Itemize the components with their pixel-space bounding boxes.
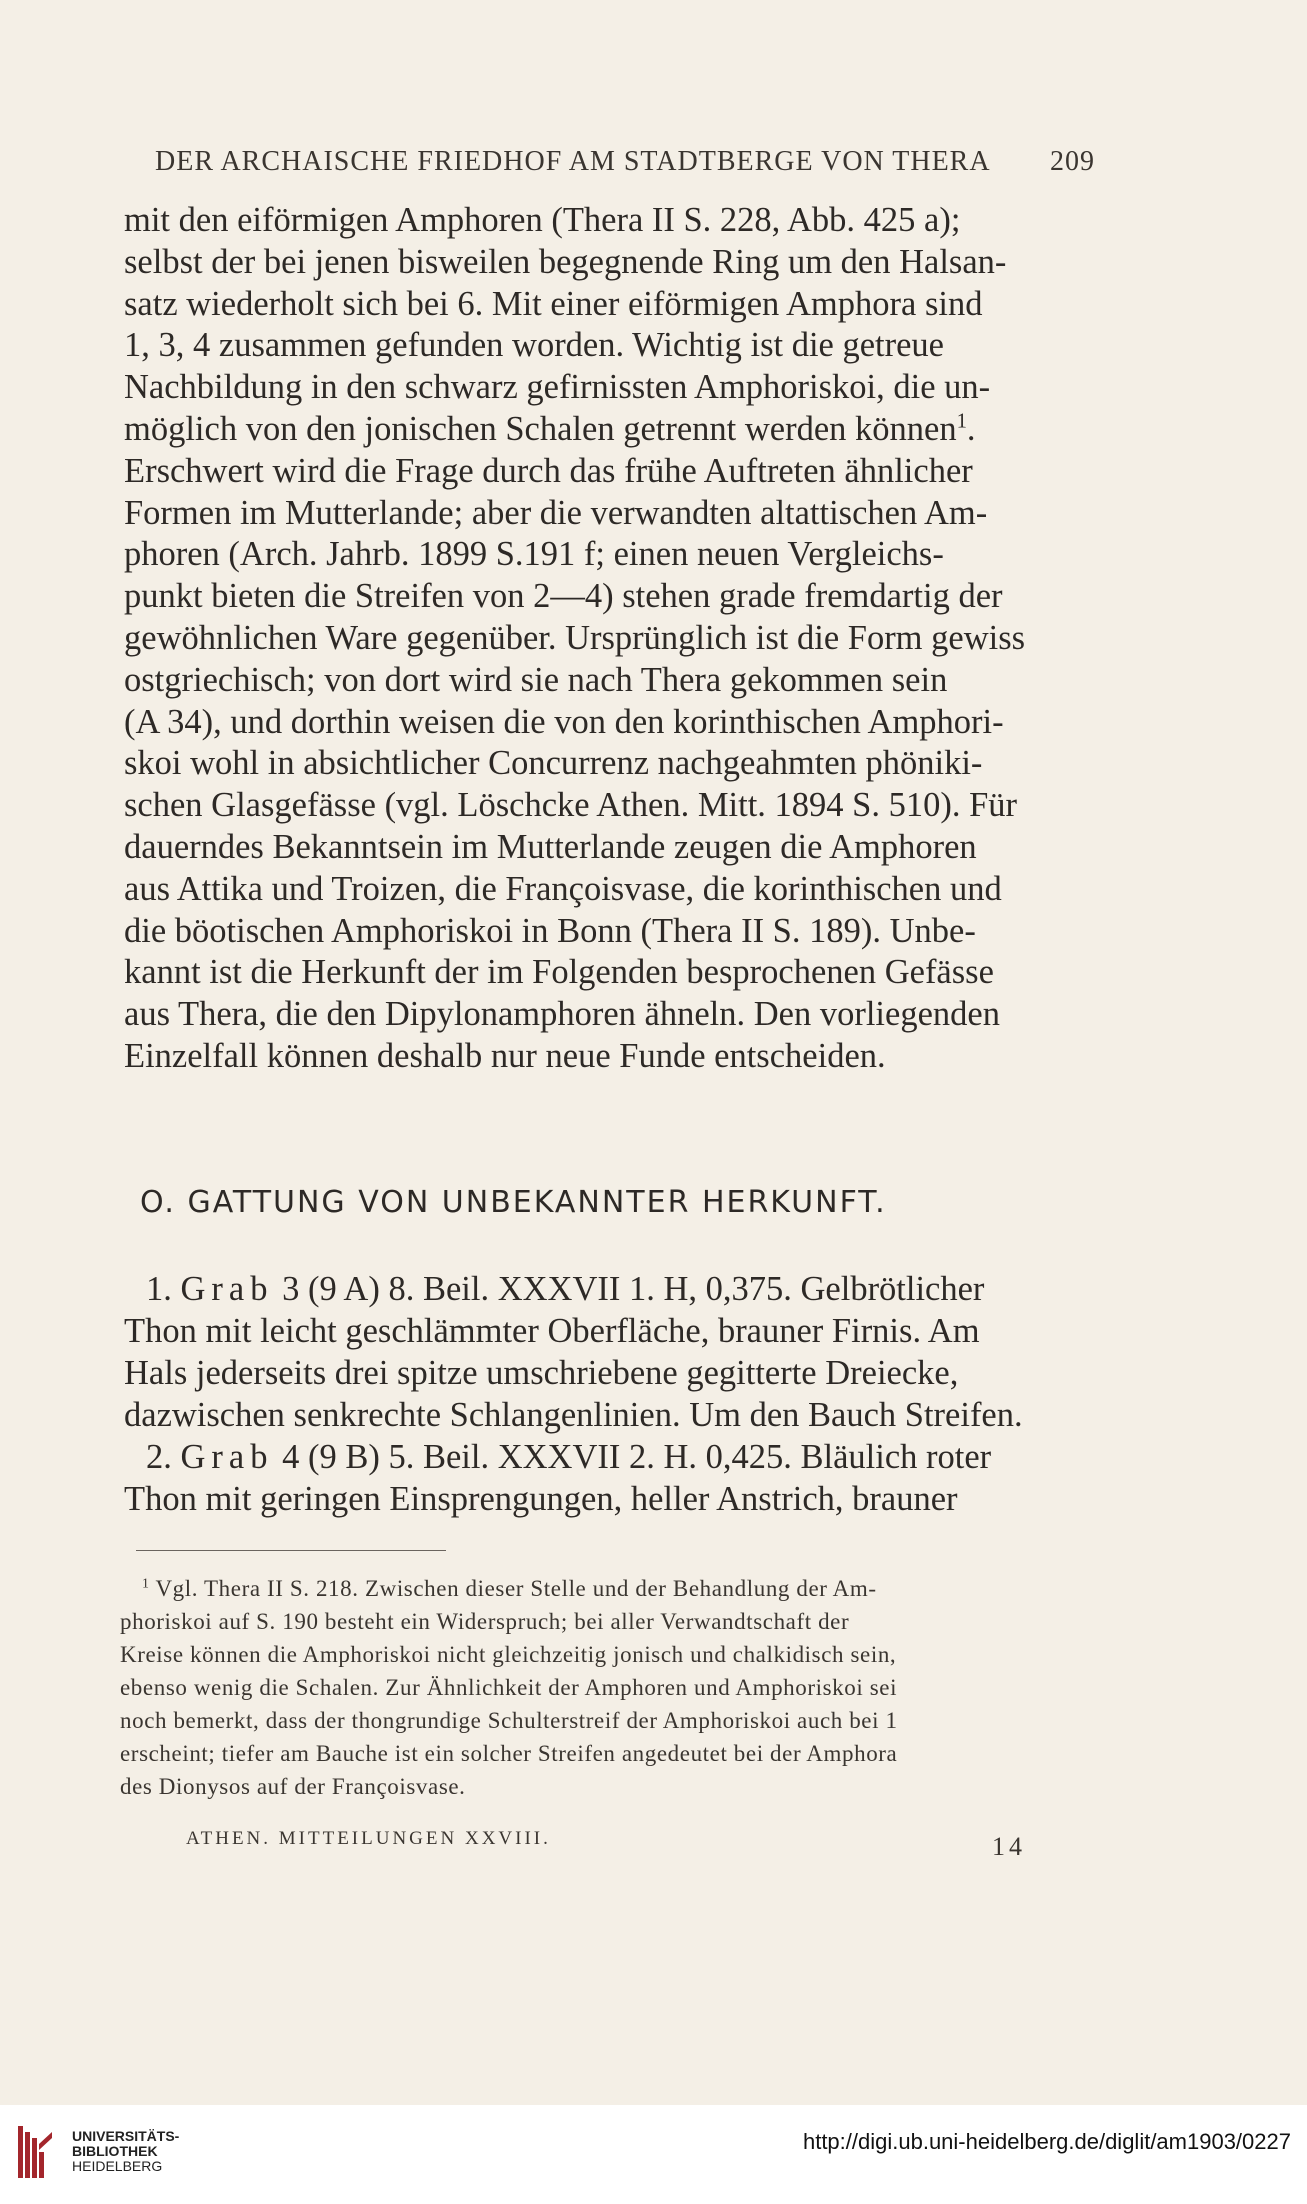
text-line: kannt ist die Herkunft der im Folgenden besprochenen Gefässe bbox=[124, 953, 994, 992]
entry-text: 3 (9 A) 8. Beil. XXXVII 1. H, 0,375. Gelbrötlicher bbox=[282, 1270, 985, 1308]
footnote-reference: 1 bbox=[956, 410, 967, 433]
library-name-line: UNIVERSITÄTS- bbox=[72, 2128, 180, 2144]
entry-text: 4 (9 B) 5. Beil. XXXVII 2. H. 0,425. Bläulich roter bbox=[282, 1438, 992, 1476]
grab-label: Grab bbox=[180, 1438, 274, 1476]
footnotes bbox=[120, 1572, 1088, 1803]
text-line: Nachbildung in den schwarz gefirnissten Amphoriskoi, die un- bbox=[124, 368, 991, 407]
footnote-line: Kreise können die Amphoriskoi nicht gleichzeitig jonisch und chalkidisch sein, bbox=[120, 1642, 897, 1667]
footnote-line: des Dionysos auf der Françoisvase. bbox=[120, 1774, 466, 1799]
text-line-part: . bbox=[966, 409, 976, 448]
text-line: (A 34), und dorthin weisen die von den korinthischen Amphori- bbox=[124, 702, 1004, 741]
sheet-number: 14 bbox=[992, 1832, 1026, 1861]
catalog-entry-1-line: Hals jederseits drei spitze umschriebene gegitterte Dreiecke, bbox=[124, 1354, 959, 1392]
catalog-entries bbox=[124, 1268, 1090, 1520]
library-name-line: HEIDELBERG bbox=[72, 2158, 163, 2174]
library-name-line: BIBLIOTHEK bbox=[72, 2143, 158, 2159]
text-line: die böotischen Amphoriskoi in Bonn (Thera II S. 189). Unbe- bbox=[124, 911, 976, 950]
library-logo-icon bbox=[16, 2122, 56, 2182]
footnote-line: phoriskoi auf S. 190 besteht ein Widerspruch; bei aller Verwandtschaft der bbox=[120, 1609, 850, 1634]
footnote-divider bbox=[136, 1550, 446, 1551]
footnote-line: ebenso wenig die Schalen. Zur Ähnlichkeit der Amphoren und Amphoriskoi sei bbox=[120, 1675, 898, 1700]
catalog-entry-2-line bbox=[124, 1436, 1090, 1478]
text-line: dauerndes Bekanntsein im Mutterlande zeugen die Amphoren bbox=[124, 827, 977, 866]
text-line: gewöhnlichen Ware gegenüber. Ursprünglich ist die Form gewiss bbox=[124, 618, 1026, 657]
journal-signature: ATHEN. MITTEILUNGEN XXVIII. bbox=[186, 1828, 551, 1849]
text-line: schen Glasgefässe (vgl. Löschcke Athen. Mitt. 1894 S. 510). Für bbox=[124, 786, 1018, 825]
permalink-url[interactable]: http://digi.ub.uni-heidelberg.de/diglit/am1903/0227 bbox=[802, 2129, 1291, 2154]
text-line: aus Thera, die den Dipylonamphoren ähneln. Den vorliegenden bbox=[124, 995, 1000, 1034]
entry-number: 2. bbox=[146, 1438, 172, 1476]
text-line: Formen im Mutterlande; aber die verwandten altattischen Am- bbox=[124, 493, 988, 532]
footnote-line: noch bemerkt, dass der thongrundige Schulterstreif der Amphoriskoi auch bei 1 bbox=[120, 1708, 898, 1733]
running-head bbox=[155, 146, 1095, 178]
catalog-entry-1-line bbox=[124, 1268, 1090, 1310]
text-line: ostgriechisch; von dort wird sie nach Thera gekommen sein bbox=[124, 660, 948, 699]
footnote-text: Vgl. Thera II S. 218. Zwischen dieser Stelle und der Behandlung der Am- bbox=[155, 1576, 877, 1601]
entry-number: 1. bbox=[146, 1270, 172, 1308]
running-head-title: DER ARCHAISCHE FRIEDHOF AM STADTBERGE VON THERA bbox=[155, 146, 991, 177]
footnote-line bbox=[120, 1572, 1088, 1605]
catalog-entry-1-line: dazwischen senkrechte Schlangenlinien. Um den Bauch Streifen. bbox=[124, 1396, 1023, 1434]
grab-label: Grab bbox=[180, 1270, 274, 1308]
text-line: selbst der bei jenen bisweilen begegnende Ring um den Halsan- bbox=[124, 242, 1007, 281]
library-name bbox=[72, 2129, 179, 2174]
footnote-line: erscheint; tiefer am Bauche ist ein solcher Streifen angedeutet bei der Amphora bbox=[120, 1741, 898, 1766]
page-number: 209 bbox=[1050, 146, 1095, 177]
text-line: satz wiederholt sich bei 6. Mit einer eiförmigen Amphora sind bbox=[124, 284, 983, 323]
text-line: mit den eiförmigen Amphoren (Thera II S. 228, Abb. 425 a); bbox=[124, 201, 961, 239]
text-line: Erschwert wird die Frage durch das frühe Auftreten ähnlicher bbox=[124, 451, 973, 490]
body-text bbox=[124, 200, 1090, 1078]
text-line: punkt bieten die Streifen von 2—4) stehen grade fremdartig der bbox=[124, 577, 1003, 616]
text-line: Einzelfall können deshalb nur neue Funde entscheiden. bbox=[124, 1036, 886, 1075]
catalog-entry-1-line: Thon mit leicht geschlämmter Oberfläche, brauner Firnis. Am bbox=[124, 1312, 980, 1350]
catalog-entry-2-line: Thon mit geringen Einsprengungen, heller Anstrich, brauner bbox=[124, 1480, 958, 1518]
text-line: aus Attika und Troizen, die Françoisvase, die korinthischen und bbox=[124, 869, 1002, 908]
text-line-part: möglich von den jonischen Schalen getrennt werden können bbox=[124, 409, 957, 448]
text-line bbox=[124, 409, 1090, 451]
text-line: phoren (Arch. Jahrb. 1899 S.191 f; einen neuen Vergleichs- bbox=[124, 535, 944, 574]
text-line: skoi wohl in absichtlicher Concurrenz nachgeahmten phöniki- bbox=[124, 744, 983, 783]
text-line: 1, 3, 4 zusammen gefunden worden. Wichtig ist die getreue bbox=[124, 326, 944, 365]
printer-signature bbox=[186, 1828, 1026, 1862]
section-heading: O. GATTUNG VON UNBEKANNTER HERKUNFT. bbox=[140, 1185, 887, 1220]
footnote-marker: 1 bbox=[142, 1575, 150, 1591]
